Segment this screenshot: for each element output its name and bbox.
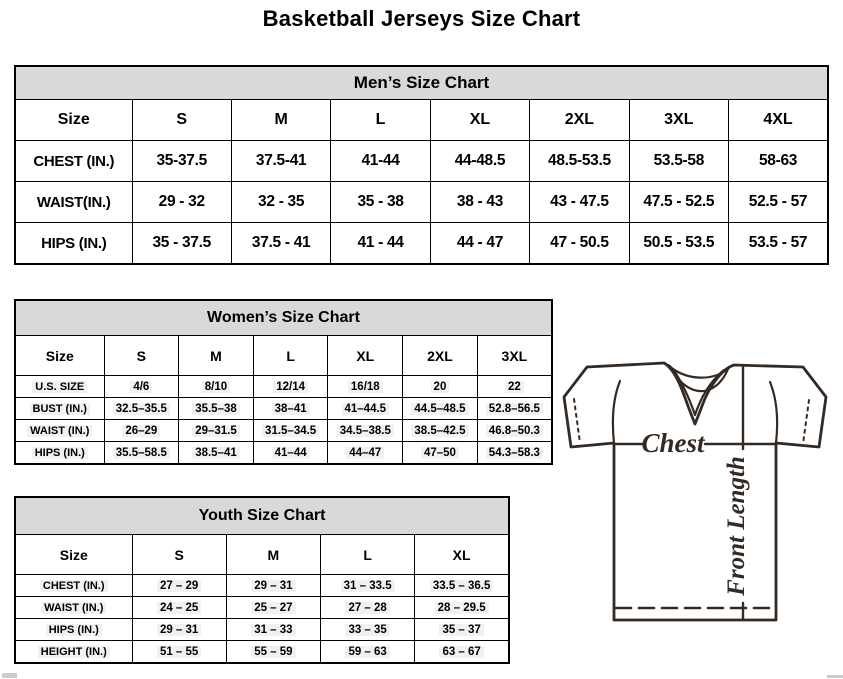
table-row	[15, 376, 552, 398]
col-header: 2XL	[403, 336, 478, 376]
size-cell: 26–29	[104, 420, 179, 442]
size-cell: 44–47	[328, 442, 403, 465]
size-cell: 53.5 - 57	[729, 223, 828, 265]
size-cell: 41–44.5	[328, 398, 403, 420]
womens-size-chart-table	[14, 299, 553, 465]
col-header: L	[321, 535, 415, 575]
size-cell: 38.5–42.5	[403, 420, 478, 442]
youth-size-chart-table	[14, 496, 510, 664]
col-header: 2XL	[530, 100, 629, 141]
row-label: HIPS (IN.)	[15, 442, 104, 465]
row-label: HIPS (IN.)	[15, 619, 132, 641]
size-cell: 46.8–50.3	[477, 420, 552, 442]
chest-label: Chest	[641, 428, 705, 458]
size-cell: 48.5-53.5	[530, 141, 629, 182]
size-cell: 47 - 50.5	[530, 223, 629, 265]
size-cell: 33.5 – 36.5	[415, 575, 509, 597]
table-title-row	[15, 66, 828, 100]
table-row	[15, 597, 509, 619]
col-header: 4XL	[729, 100, 828, 141]
table-row	[15, 398, 552, 420]
size-cell: 38.5–41	[179, 442, 254, 465]
size-cell: 22	[477, 376, 552, 398]
col-header: 3XL	[629, 100, 728, 141]
size-cell: 44 - 47	[430, 223, 529, 265]
size-cell: 35.5–58.5	[104, 442, 179, 465]
col-header: L	[331, 100, 430, 141]
size-cell: 53.5-58	[629, 141, 728, 182]
row-label: CHEST (IN.)	[15, 575, 132, 597]
size-cell: 38–41	[253, 398, 328, 420]
size-cell: 44-48.5	[430, 141, 529, 182]
col-header: XL	[430, 100, 529, 141]
size-cell: 51 – 55	[132, 641, 226, 664]
size-cell: 31 – 33.5	[321, 575, 415, 597]
col-header: Size	[15, 535, 132, 575]
front-length-label: Front Length	[723, 456, 750, 596]
size-cell: 47–50	[403, 442, 478, 465]
row-label: WAIST(IN.)	[15, 182, 132, 223]
col-header: M	[231, 100, 330, 141]
size-cell: 35.5–38	[179, 398, 254, 420]
col-header: Size	[15, 336, 104, 376]
cutoff-element-right	[827, 675, 843, 678]
col-header: S	[132, 535, 226, 575]
size-cell: 50.5 - 53.5	[629, 223, 728, 265]
table-row	[15, 641, 509, 664]
size-cell: 32 - 35	[231, 182, 330, 223]
table-row	[15, 141, 828, 182]
col-header: S	[132, 100, 231, 141]
size-cell: 55 – 59	[226, 641, 320, 664]
mens-chart-title: Men’s Size Chart	[15, 66, 828, 100]
size-cell: 47.5 - 52.5	[629, 182, 728, 223]
col-header: L	[253, 336, 328, 376]
size-cell: 31 – 33	[226, 619, 320, 641]
size-cell: 27 – 28	[321, 597, 415, 619]
size-cell: 34.5–38.5	[328, 420, 403, 442]
size-cell: 35 - 37.5	[132, 223, 231, 265]
row-label: BUST (IN.)	[15, 398, 104, 420]
size-cell: 4/6	[104, 376, 179, 398]
table-title-row	[15, 497, 509, 535]
size-cell: 24 – 25	[132, 597, 226, 619]
table-row	[15, 182, 828, 223]
size-cell: 27 – 29	[132, 575, 226, 597]
size-cell: 38 - 43	[430, 182, 529, 223]
row-label: U.S. SIZE	[15, 376, 104, 398]
table-row	[15, 619, 509, 641]
size-cell: 63 – 67	[415, 641, 509, 664]
col-header: 3XL	[477, 336, 552, 376]
table-row	[15, 575, 509, 597]
table-title-row	[15, 300, 552, 336]
col-header: Size	[15, 100, 132, 141]
size-cell: 8/10	[179, 376, 254, 398]
column-header-row	[15, 535, 509, 575]
size-cell: 43 - 47.5	[530, 182, 629, 223]
size-cell: 37.5 - 41	[231, 223, 330, 265]
size-cell: 33 – 35	[321, 619, 415, 641]
size-cell: 25 – 27	[226, 597, 320, 619]
size-cell: 35 - 38	[331, 182, 430, 223]
size-cell: 41–44	[253, 442, 328, 465]
row-label: WAIST (IN.)	[15, 597, 132, 619]
row-label: CHEST (IN.)	[15, 141, 132, 182]
table-row	[15, 420, 552, 442]
col-header: M	[179, 336, 254, 376]
size-cell: 16/18	[328, 376, 403, 398]
col-header: XL	[328, 336, 403, 376]
jersey-measurement-diagram	[556, 356, 838, 666]
col-header: S	[104, 336, 179, 376]
col-header: XL	[415, 535, 509, 575]
size-cell: 20	[403, 376, 478, 398]
size-cell: 44.5–48.5	[403, 398, 478, 420]
size-cell: 35-37.5	[132, 141, 231, 182]
table-row	[15, 442, 552, 465]
size-cell: 31.5–34.5	[253, 420, 328, 442]
womens-chart-title: Women’s Size Chart	[15, 300, 552, 336]
size-cell: 54.3–58.3	[477, 442, 552, 465]
size-cell: 52.8–56.5	[477, 398, 552, 420]
column-header-row	[15, 100, 828, 141]
jersey-outline-icon	[556, 356, 838, 666]
cutoff-element-left	[2, 673, 17, 678]
table-row	[15, 223, 828, 265]
youth-chart-title: Youth Size Chart	[15, 497, 509, 535]
size-cell: 41 - 44	[331, 223, 430, 265]
size-cell: 41-44	[331, 141, 430, 182]
size-cell: 29 – 31	[132, 619, 226, 641]
row-label: HIPS (IN.)	[15, 223, 132, 265]
page-title: Basketball Jerseys Size Chart	[262, 6, 581, 31]
col-header: M	[226, 535, 320, 575]
size-cell: 59 – 63	[321, 641, 415, 664]
size-cell: 58-63	[729, 141, 828, 182]
row-label: HEIGHT (IN.)	[15, 641, 132, 664]
size-cell: 37.5-41	[231, 141, 330, 182]
size-cell: 35 – 37	[415, 619, 509, 641]
size-cell: 29 – 31	[226, 575, 320, 597]
row-label: WAIST (IN.)	[15, 420, 104, 442]
size-cell: 28 – 29.5	[415, 597, 509, 619]
size-cell: 32.5–35.5	[104, 398, 179, 420]
column-header-row	[15, 336, 552, 376]
size-cell: 52.5 - 57	[729, 182, 828, 223]
size-cell: 12/14	[253, 376, 328, 398]
mens-size-chart-table	[14, 65, 829, 265]
size-cell: 29–31.5	[179, 420, 254, 442]
size-cell: 29 - 32	[132, 182, 231, 223]
